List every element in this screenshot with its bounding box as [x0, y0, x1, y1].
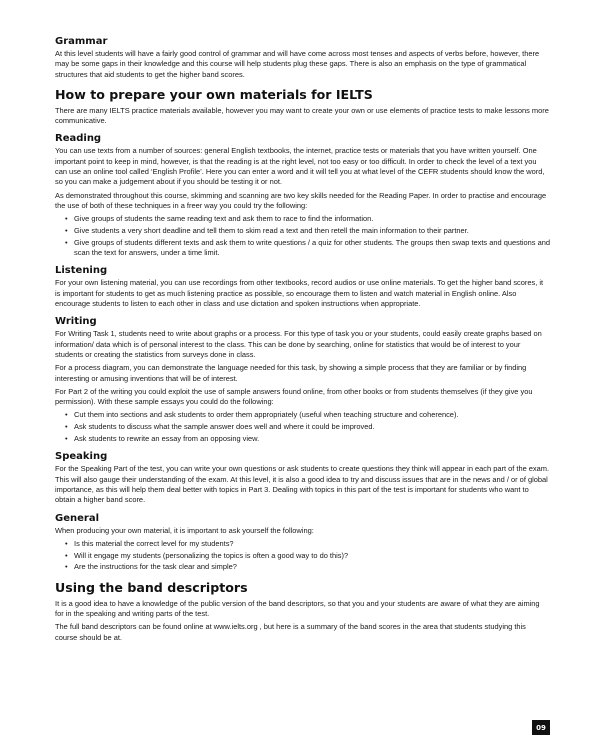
- general-bullet-list: [55, 539, 550, 573]
- band-paragraph-1: It is a good idea to have a knowledge of the public version of the band descriptors, so that you and your students are aware of what they are aiming for in the speaking and writing parts of the test.: [55, 598, 540, 618]
- reading-bullet-list: [55, 214, 550, 258]
- prepare-heading: How to prepare your own materials for IELTS: [55, 86, 373, 102]
- writing-bullet-list: [55, 410, 550, 444]
- speaking-paragraph: For the Speaking Part of the test, you can write your own questions or ask students to create questions they think will appear in each part of the exam. This will also gauge their understanding of the exam. At this level, it is also a good idea to try and discuss issues that are in the news and / or of global importance, as this will help them deal better with topics in Part 3. Dealing with topics in this part of the test is important for students who want to obtain a higher band score.: [55, 464, 550, 505]
- reading-paragraph-1: You can use texts from a number of sources: general English textbooks, the internet, practice tests or materials that you have written yourself. One important point to keep in mind, however, is that the reading is at the right level, not too easy or too difficult. In order to check the level of a text you can use an online tool called ‘English Profile’. Here you can enter a word and it will tell you at what level of the CEFR students should know the word, so you can make a judgement about if you should be testing it or not.: [55, 146, 545, 187]
- speaking-heading: Speaking: [55, 451, 108, 463]
- speaking-section: [55, 451, 550, 505]
- reading-section: [55, 133, 550, 258]
- band-heading: Using the band descriptors: [55, 579, 248, 595]
- writing-paragraph-3: For Part 2 of the writing you could exploit the use of sample answers found online, from other books or from students themselves (if they give you permission). With these sample essays you could do the following:: [55, 386, 533, 407]
- grammar-heading: Grammar: [55, 36, 108, 47]
- list-item: • Ask students to rewrite an essay from an opposing view.: [65, 434, 550, 444]
- reading-heading: Reading: [55, 133, 102, 145]
- page-content: [55, 36, 550, 650]
- list-item: • Cut them into sections and ask students to order them appropriately (useful when teaching structure and coherence).: [65, 410, 550, 420]
- prepare-paragraph: There are many IELTS practice materials available, however you may want to create your own or use elements of practice tests to make lessons more communicative.: [55, 105, 549, 126]
- general-heading: General: [55, 512, 99, 524]
- general-paragraph: When producing your own material, it is important to ask yourself the following:: [55, 525, 314, 535]
- band-section: [55, 580, 550, 643]
- listening-paragraph: For your own listening material, you can use recordings from other textbooks, record audios or use online materials. To get the higher band scores, it is important for students to get as much listening practice as possible, so encourage them to listen and watch material in English online. Also encourage students to listen to each other in class and use dictation and spoken instructions when appropriate.: [55, 278, 544, 309]
- list-item: • Give groups of students the same reading text and ask them to race to find the information.: [65, 214, 550, 224]
- writing-paragraph-2: For a process diagram, you can demonstrate the language needed for this task, by showing a simple process that they are familiar or by finding interesting or amusing inventions that will be of interest.: [55, 363, 527, 383]
- band-paragraph-2: The full band descriptors can be found online at www.ielts.org , but here is a summary of the band scores in the area that students studying this course should be at.: [55, 622, 526, 642]
- list-item: • Give students a very short deadline and tell them to skim read a text and then retell the main information to their partner.: [65, 226, 550, 236]
- general-section: [55, 513, 550, 573]
- writing-heading: Writing: [55, 316, 97, 328]
- listening-section: [55, 265, 550, 309]
- writing-section: [55, 316, 550, 444]
- grammar-paragraph: At this level students will have a fairly good control of grammar and will have come across most tenses and aspects of verbs before, however, there may be some gaps in their knowledge and this course will help students plug these gaps. There is also an emphasis on the type of grammatical structures that aid students to get the higher band scores.: [55, 49, 540, 79]
- listening-heading: Listening: [55, 265, 108, 277]
- grammar-section: [55, 36, 550, 80]
- list-item: • Will it engage my students (personalizing the topics is often a good way to do this)?: [65, 551, 550, 561]
- list-item: • Are the instructions for the task clear and simple?: [65, 562, 550, 572]
- list-item: • Give groups of students different texts and ask them to write questions / a quiz for other students. The groups then swap texts and questions and scan the text for answers, under a time limit.: [65, 238, 550, 259]
- list-item: • Ask students to discuss what the sample answer does well and where it could be improved.: [65, 422, 550, 432]
- page-number: 09: [532, 720, 550, 735]
- reading-paragraph-2: As demonstrated throughout this course, skimming and scanning are two key skills needed for the Reading Paper. In order to practise and encourage the use of both of these techniques in a freer way you could try the following:: [55, 190, 547, 210]
- writing-paragraph-1: For Writing Task 1, students need to write about graphs or a process. For this type of task you or your students, could easily create graphs based on information/ data which is of personal interest to the class. This can be done by searching, online for statistics that would be of interest to your students or creating the statistics from surveys done in class.: [55, 329, 542, 359]
- prepare-section: [55, 87, 550, 127]
- list-item: • Is this material the correct level for my students?: [65, 539, 550, 549]
